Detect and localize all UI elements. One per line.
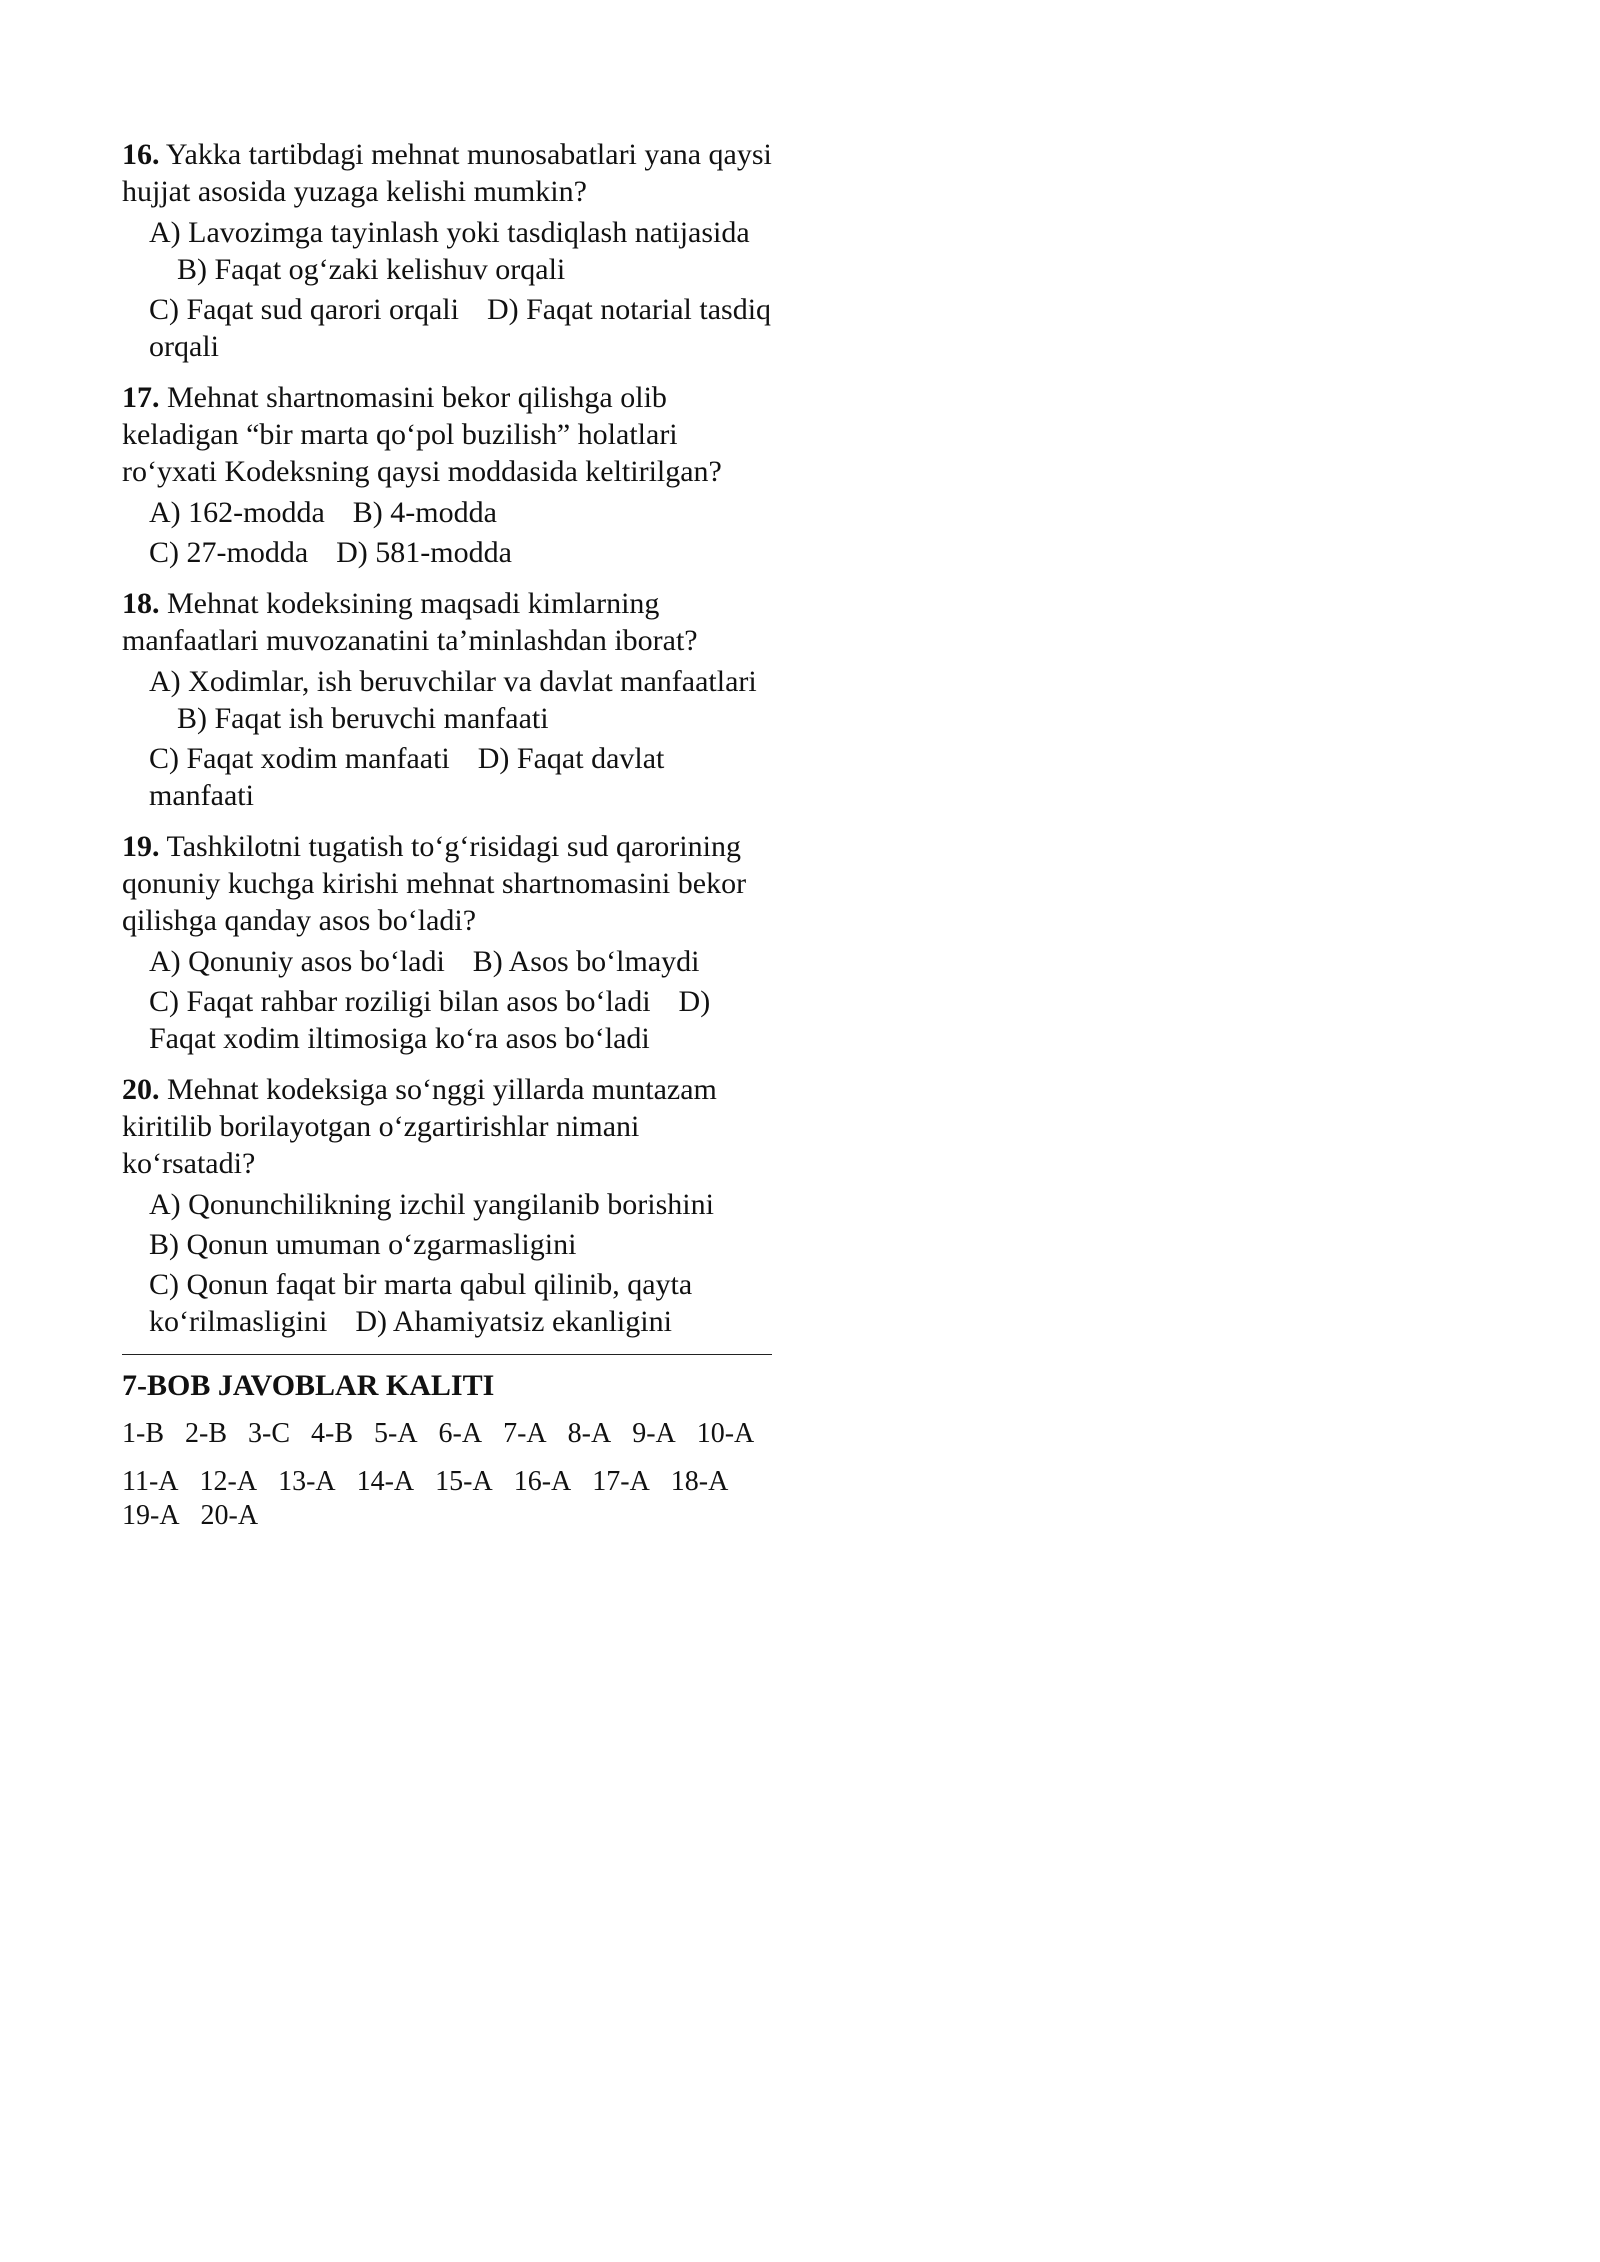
option-a: A) 162-modda [149,496,325,529]
option-d: D) Ahamiyatsiz ekanligini [355,1305,672,1338]
answer-key-item: 19-A [122,1500,180,1531]
answer-key-item: 5-A [374,1418,418,1449]
answer-key-item: 9-A [632,1418,676,1449]
answer-key-item: 3-C [248,1418,290,1449]
question-16 [122,136,772,365]
answer-key-item: 12-A [199,1466,258,1497]
answer-key-title: 7-BOB JAVOBLAR KALITI [122,1369,495,1402]
question-18 [122,585,772,814]
question-text: Mehnat shartnomasini bekor qilishga olib keladigan “bir marta qo‘pol buzilish” holatlari ro‘yxati Kodeksning qaysi moddasida keltirilgan? [122,381,722,488]
answer-key-item: 18-A [670,1466,729,1497]
answer-key-line-1 [122,1417,772,1451]
answer-key-item: 16-A [513,1466,572,1497]
answer-key-item: 10-A [696,1418,755,1449]
answer-key-item: 2-B [185,1418,227,1449]
option-d: D) Faqat notarial tasdiq orqali [149,293,772,363]
answer-key [122,1367,772,1533]
answer-key-line-2 [122,1465,772,1533]
option-c: C) Faqat sud qarori orqali [149,293,459,326]
option-d: D) Faqat xodim iltimosiga ko‘ra asos bo‘ladi [149,985,711,1055]
options [122,943,772,1057]
answer-key-item: 1-B [122,1418,164,1449]
option-b: B) 4-modda [352,496,497,529]
option-c: C) Qonun faqat bir marta qabul qilinib, qayta ko‘rilmasligini [149,1268,693,1338]
options [122,214,772,365]
divider [122,1354,772,1355]
answer-key-item: 4-B [311,1418,353,1449]
answer-key-item: 13-A [278,1466,336,1497]
answer-key-item: 14-A [356,1466,415,1497]
question-number: 20. [122,1073,160,1106]
question-text: Mehnat kodeksiga so‘nggi yillarda muntazam kiritilib borilayotgan o‘zgartirishlar nimani ko‘rsatadi? [122,1073,717,1180]
option-a: A) Xodimlar, ish beruvchilar va davlat manfaatlari [149,665,757,698]
option-a: A) Qonunchilikning izchil yangilanib borishini [149,1188,714,1221]
answer-key-item: 15-A [435,1466,493,1497]
option-d: D) Faqat davlat manfaati [149,742,665,812]
option-b: B) Faqat ish beruvchi manfaati [177,702,549,735]
answer-key-item: 8-A [567,1418,612,1449]
question-19 [122,828,772,1057]
question-number: 17. [122,381,160,414]
answer-key-item: 17-A [592,1466,650,1497]
question-text: Tashkilotni tugatish to‘g‘risidagi sud qarorining qonuniy kuchga kirishi mehnat shartnomasini bekor qilishga qanday asos bo‘ladi? [122,830,747,937]
question-number: 19. [122,830,160,863]
option-b: B) Faqat og‘zaki kelishuv orqali [177,253,566,286]
option-b: B) Qonun umuman o‘zgarmasligini [149,1228,577,1261]
question-text: Yakka tartibdagi mehnat munosabatlari yana qaysi hujjat asosida yuzaga kelishi mumkin? [122,138,772,208]
question-text: Mehnat kodeksining maqsadi kimlarning manfaatlari muvozanatini ta’minlashdan iborat? [122,587,698,657]
options [122,1186,772,1340]
question-number: 18. [122,587,160,620]
answer-key-item: 20-A [200,1500,259,1531]
option-a: A) Lavozimga tayinlash yoki tasdiqlash natijasida [149,216,750,249]
option-a: A) Qonuniy asos bo‘ladi [149,945,445,978]
page-column [122,136,772,1547]
question-20 [122,1071,772,1340]
question-number: 16. [122,138,160,171]
answer-key-item: 6-A [438,1418,483,1449]
options [122,494,772,571]
option-c: C) 27-modda [149,536,309,569]
option-c: C) Faqat rahbar roziligi bilan asos bo‘ladi [149,985,651,1018]
options [122,663,772,814]
option-c: C) Faqat xodim manfaati [149,742,450,775]
question-17 [122,379,772,571]
option-b: B) Asos bo‘lmaydi [472,945,700,978]
option-d: D) 581-modda [336,536,512,569]
answer-key-item: 7-A [503,1418,547,1449]
answer-key-item: 11-A [122,1466,179,1497]
